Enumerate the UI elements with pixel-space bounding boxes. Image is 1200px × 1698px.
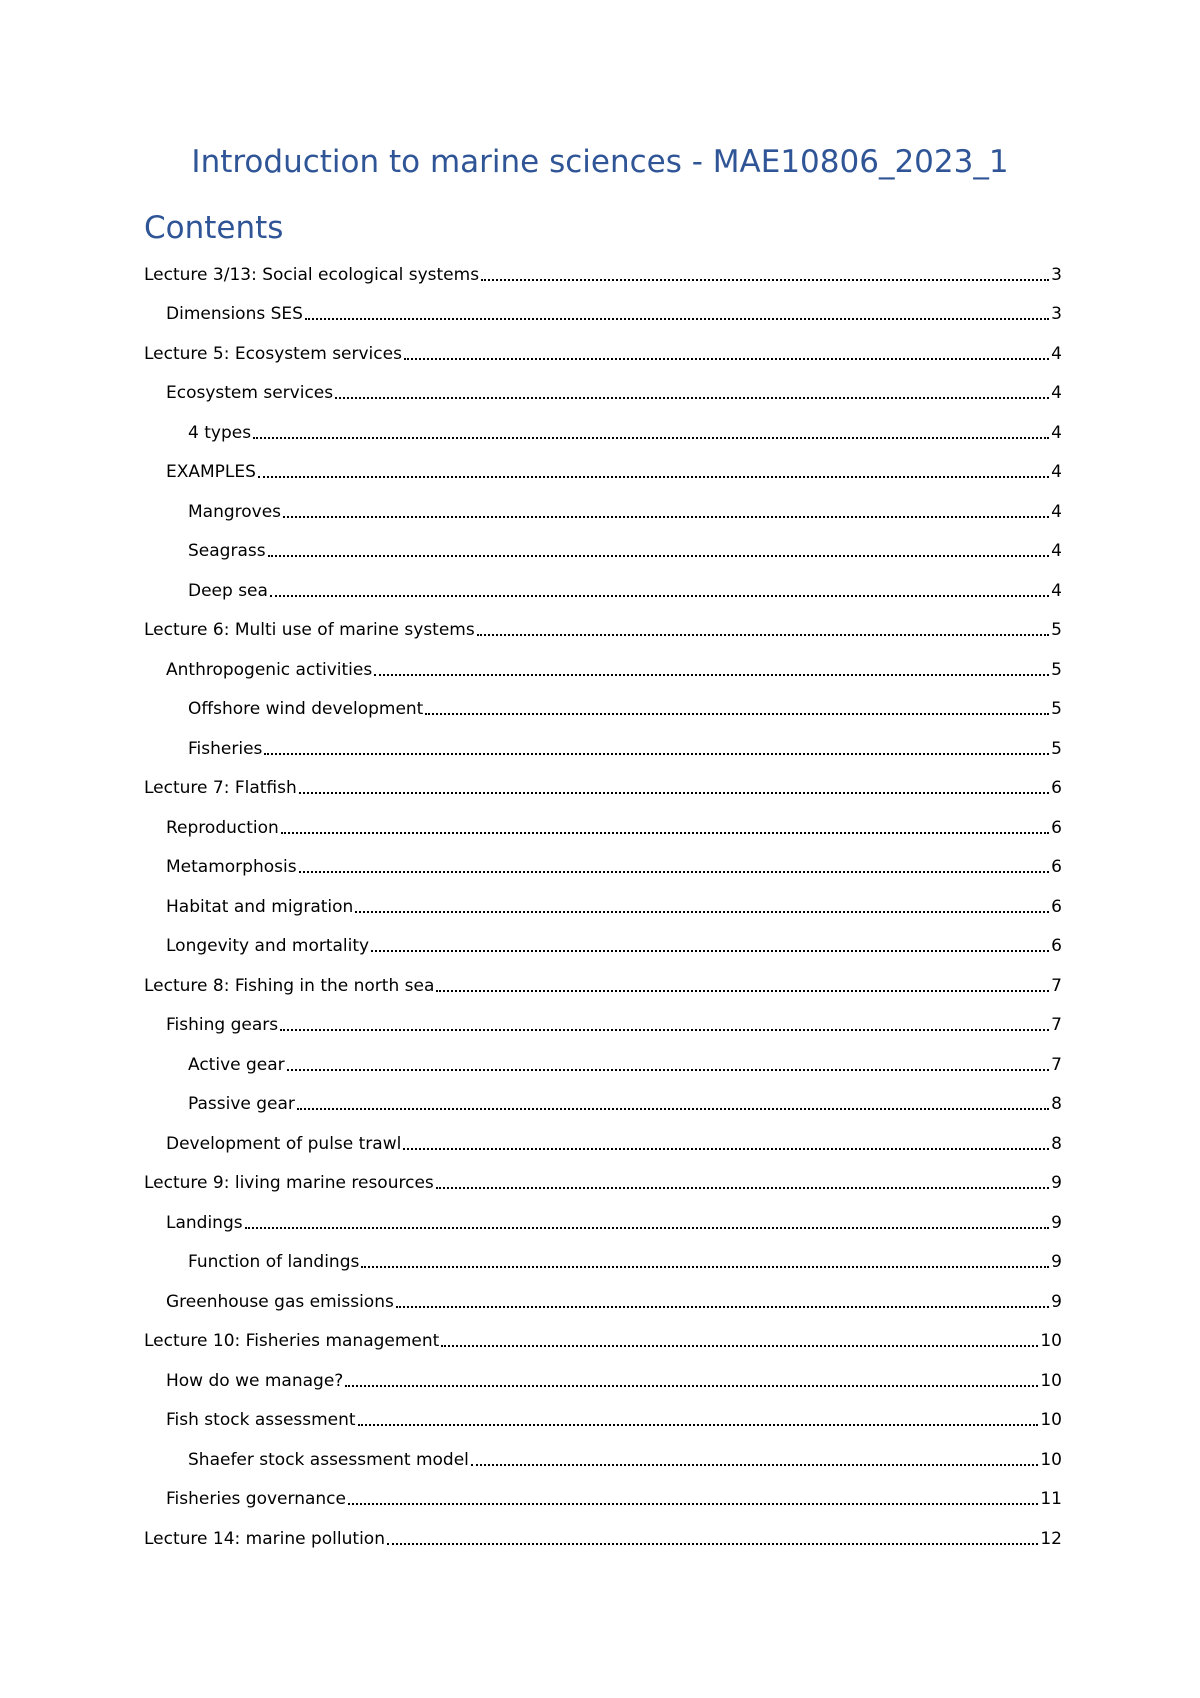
toc-entry[interactable] (144, 1392, 1062, 1432)
toc-entry-label[interactable]: Deep sea (188, 580, 268, 601)
toc-entry[interactable] (144, 602, 1062, 642)
toc-page-number[interactable]: 3 (1051, 264, 1062, 285)
toc-page-number[interactable]: 4 (1051, 462, 1062, 482)
toc-dot-leader (335, 382, 1049, 404)
toc-entry-label[interactable]: Longevity and mortality (166, 936, 370, 956)
toc-page-number[interactable]: 7 (1051, 1054, 1062, 1075)
toc-entry-label[interactable]: Lecture 9: living marine resources (144, 1173, 434, 1193)
toc-entry-label[interactable]: Lecture 10: Fisheries management (144, 1331, 440, 1351)
toc-entry[interactable] (144, 957, 1062, 997)
toc-entry[interactable] (144, 918, 1062, 958)
toc-page-number[interactable]: 6 (1051, 936, 1062, 956)
toc-entry[interactable] (144, 878, 1062, 918)
toc-entry[interactable] (144, 246, 1062, 286)
toc-entry-label[interactable]: Passive gear (188, 1094, 295, 1114)
toc-entry-label[interactable]: Fishing gears (166, 1015, 279, 1035)
toc-page-number[interactable]: 10 (1040, 1370, 1062, 1391)
toc-dot-leader (477, 619, 1049, 641)
toc-entry-label[interactable]: Habitat and migration (166, 896, 354, 917)
toc-page-number[interactable]: 5 (1051, 738, 1062, 759)
toc-dot-leader (270, 580, 1049, 602)
toc-dot-leader (358, 1409, 1039, 1431)
toc-entry-label[interactable]: Mangroves (188, 501, 282, 522)
toc-dot-leader (481, 264, 1049, 286)
toc-dot-leader (471, 1449, 1038, 1471)
toc-dot-leader (387, 1528, 1038, 1550)
toc-entry[interactable] (144, 325, 1062, 365)
toc-entry-label[interactable]: EXAMPLES (166, 462, 256, 482)
toc-entry[interactable] (144, 1431, 1062, 1471)
toc-entry[interactable] (144, 444, 1062, 484)
toc-entry[interactable] (144, 286, 1062, 326)
toc-page-number[interactable]: 4 (1051, 383, 1062, 403)
toc-entry[interactable] (144, 1273, 1062, 1313)
toc-page-number[interactable]: 5 (1051, 659, 1062, 680)
toc-page-number[interactable]: 7 (1051, 1015, 1062, 1035)
toc-entry-label[interactable]: Function of landings (188, 1252, 360, 1272)
document-title: Introduction to marine sciences - MAE10806_2023_1 (191, 144, 1009, 180)
toc-entry[interactable] (144, 404, 1062, 444)
toc-page-number[interactable]: 8 (1051, 1133, 1062, 1154)
toc-entry[interactable] (144, 760, 1062, 800)
toc-page-number[interactable]: 11 (1040, 1489, 1062, 1509)
table-of-contents (144, 246, 1062, 1550)
toc-dot-leader (258, 461, 1049, 483)
toc-entry-label[interactable]: How do we manage? (166, 1370, 344, 1391)
toc-entry[interactable] (144, 523, 1062, 563)
toc-entry[interactable] (144, 365, 1062, 405)
toc-entry[interactable] (144, 1115, 1062, 1155)
toc-entry-label[interactable]: Lecture 5: Ecosystem services (144, 343, 402, 364)
toc-dot-leader (268, 540, 1050, 562)
toc-entry[interactable] (144, 1076, 1062, 1116)
toc-entry-label[interactable]: Lecture 6: Multi use of marine systems (144, 620, 475, 640)
toc-dot-leader (371, 935, 1049, 957)
toc-entry-label[interactable]: Ecosystem services (166, 383, 334, 403)
toc-page-number[interactable]: 12 (1040, 1528, 1062, 1549)
toc-dot-leader (299, 777, 1049, 799)
toc-entry-label[interactable]: Lecture 7: Flatfish (144, 778, 297, 798)
toc-page-number[interactable]: 5 (1051, 699, 1062, 719)
toc-entry[interactable] (144, 562, 1062, 602)
toc-entry-label[interactable]: Fisheries governance (166, 1489, 346, 1509)
toc-entry[interactable] (144, 1036, 1062, 1076)
toc-dot-leader (403, 1133, 1049, 1155)
toc-dot-leader (436, 975, 1049, 997)
toc-dot-leader (355, 896, 1049, 918)
toc-page-number[interactable]: 6 (1051, 857, 1062, 877)
toc-dot-leader (281, 817, 1049, 839)
toc-entry[interactable] (144, 720, 1062, 760)
toc-entry-label[interactable]: Lecture 8: Fishing in the north sea (144, 975, 435, 996)
toc-page-number[interactable]: 6 (1051, 778, 1062, 798)
toc-dot-leader (245, 1212, 1050, 1234)
toc-entry-label[interactable]: Development of pulse trawl (166, 1133, 402, 1154)
toc-entry-label[interactable]: Seagrass (188, 541, 266, 561)
toc-entry-label[interactable]: Greenhouse gas emissions (166, 1291, 394, 1312)
toc-dot-leader (345, 1370, 1038, 1392)
toc-entry[interactable] (144, 681, 1062, 721)
toc-entry-label[interactable]: Dimensions SES (166, 304, 303, 324)
toc-entry[interactable] (144, 641, 1062, 681)
toc-entry-label[interactable]: Fisheries (188, 738, 263, 759)
toc-heading: Contents (144, 210, 284, 246)
toc-entry-label[interactable]: Shaefer stock assessment model (188, 1449, 469, 1470)
toc-page-number[interactable]: 9 (1051, 1252, 1062, 1272)
toc-dot-leader (374, 659, 1049, 681)
toc-entry[interactable] (144, 1510, 1062, 1550)
toc-dot-leader (297, 1093, 1049, 1115)
toc-dot-leader (283, 501, 1049, 523)
toc-page-number[interactable]: 7 (1051, 975, 1062, 996)
toc-dot-leader (436, 1172, 1049, 1194)
toc-dot-leader (396, 1291, 1049, 1313)
toc-dot-leader (280, 1014, 1049, 1036)
toc-dot-leader (361, 1251, 1049, 1273)
toc-page-number[interactable]: 10 (1040, 1449, 1062, 1470)
toc-dot-leader (425, 698, 1049, 720)
toc-entry-label[interactable]: Landings (166, 1212, 243, 1233)
toc-page-number[interactable]: 6 (1051, 817, 1062, 838)
toc-entry-label[interactable]: Metamorphosis (166, 857, 297, 877)
toc-page-number[interactable]: 9 (1051, 1212, 1062, 1233)
toc-page-number[interactable]: 4 (1051, 501, 1062, 522)
toc-entry[interactable] (144, 1194, 1062, 1234)
toc-dot-leader (264, 738, 1049, 760)
toc-page-number[interactable]: 10 (1040, 1331, 1062, 1351)
toc-dot-leader (404, 343, 1049, 365)
toc-entry-label[interactable]: Reproduction (166, 817, 279, 838)
toc-entry-label[interactable]: Active gear (188, 1054, 285, 1075)
toc-entry[interactable] (144, 1155, 1062, 1195)
toc-entry[interactable] (144, 1234, 1062, 1274)
toc-page-number[interactable]: 4 (1051, 541, 1062, 561)
toc-entry[interactable] (144, 799, 1062, 839)
toc-page-number[interactable]: 8 (1051, 1094, 1062, 1114)
toc-entry[interactable] (144, 483, 1062, 523)
toc-dot-leader (287, 1054, 1050, 1076)
toc-entry-label[interactable]: Lecture 3/13: Social ecological systems (144, 264, 480, 285)
toc-page-number[interactable]: 4 (1051, 343, 1062, 364)
toc-entry-label[interactable]: Anthropogenic activities (166, 659, 373, 680)
toc-entry[interactable] (144, 997, 1062, 1037)
toc-entry-label[interactable]: Fish stock assessment (166, 1410, 356, 1430)
toc-page-number[interactable]: 10 (1040, 1410, 1062, 1430)
toc-dot-leader (441, 1330, 1038, 1352)
toc-page-number[interactable]: 3 (1051, 304, 1062, 324)
toc-page-number[interactable]: 5 (1051, 620, 1062, 640)
toc-entry[interactable] (144, 1471, 1062, 1511)
toc-entry-label[interactable]: Offshore wind development (188, 699, 424, 719)
toc-entry-label[interactable]: 4 types (188, 422, 252, 443)
toc-dot-leader (253, 422, 1049, 444)
toc-dot-leader (299, 856, 1050, 878)
toc-page-number[interactable]: 9 (1051, 1173, 1062, 1193)
toc-page-number[interactable]: 6 (1051, 896, 1062, 917)
toc-page-number[interactable]: 4 (1051, 580, 1062, 601)
toc-dot-leader (305, 303, 1049, 325)
toc-entry[interactable] (144, 1352, 1062, 1392)
toc-entry[interactable] (144, 839, 1062, 879)
toc-entry-label[interactable]: Lecture 14: marine pollution (144, 1528, 385, 1549)
toc-entry[interactable] (144, 1313, 1062, 1353)
toc-page-number[interactable]: 9 (1051, 1291, 1062, 1312)
toc-page-number[interactable]: 4 (1051, 422, 1062, 443)
toc-dot-leader (348, 1488, 1038, 1510)
